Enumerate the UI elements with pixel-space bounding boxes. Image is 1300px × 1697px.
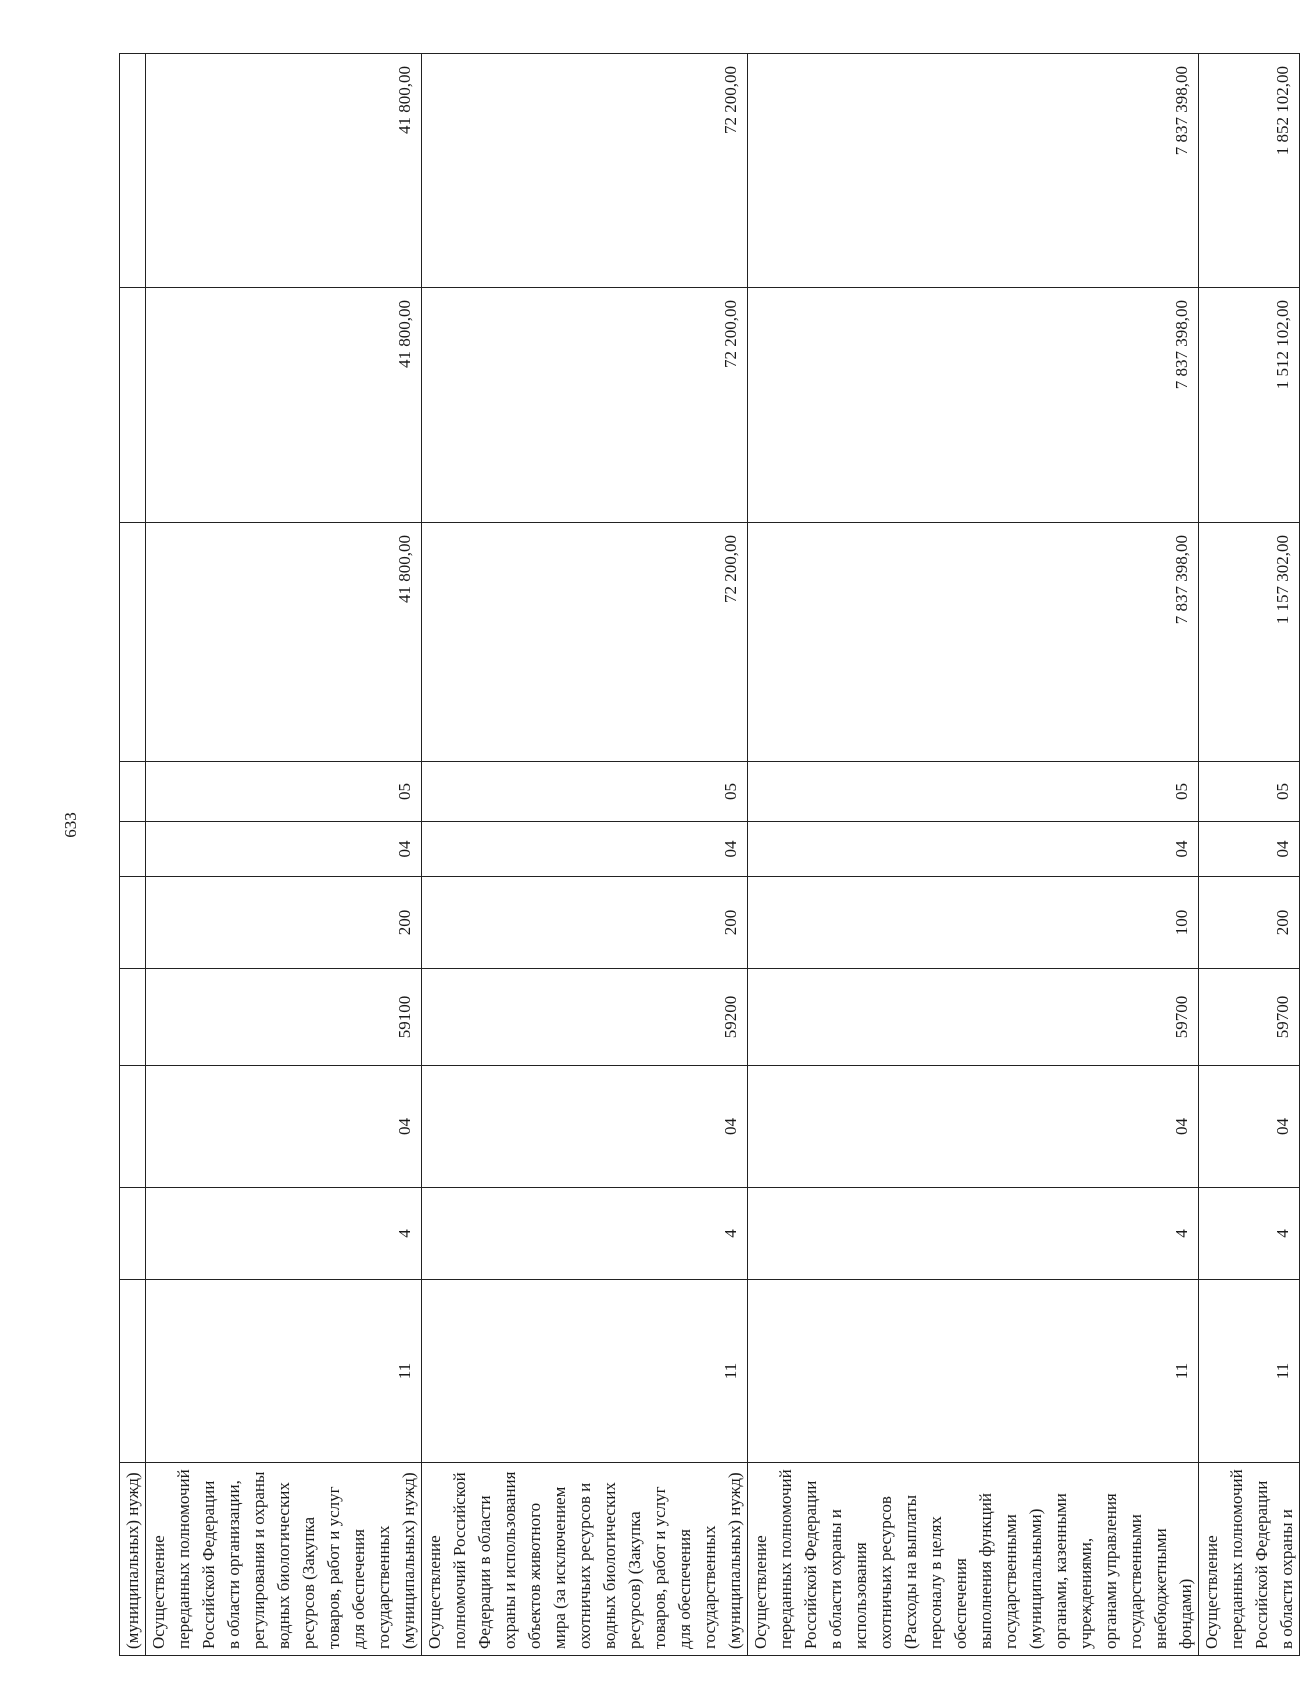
- code-cell: 4: [748, 1188, 1199, 1280]
- table-row: [748, 54, 1199, 1656]
- table-row: [1199, 54, 1300, 1656]
- code-cell: 59700: [1199, 969, 1300, 1066]
- budget-table: [119, 53, 1300, 1656]
- code-cell: 05: [422, 762, 748, 822]
- page-number: 633: [60, 812, 80, 838]
- row-name-cell: Осуществление переданных полномочий Российской Федерации в области охраны и: [1199, 1463, 1300, 1656]
- code-cell: 11: [1199, 1280, 1300, 1463]
- code-cell: 59700: [748, 969, 1199, 1066]
- code-cell: 04: [422, 1066, 748, 1188]
- amount-cell: 72 200,00: [422, 54, 748, 288]
- row-name-cell: Осуществление переданных полномочий Российской Федерации в области охраны и использования охотничьих ресурсов (Расходы на выплаты персоналу в целях обеспечения выполнения функций государственными (муниципальными) органами, казенными учреждениями, органами управления государственными внебюджетными фондами): [748, 1463, 1199, 1656]
- amount-cell: 7 837 398,00: [748, 523, 1199, 762]
- table-row: [422, 54, 748, 1656]
- row-name-cell: (муниципальных) нужд): [120, 1463, 146, 1656]
- code-cell: 04: [748, 822, 1199, 877]
- amount-cell: 1 852 102,00: [1199, 54, 1300, 288]
- row-name-cell: Осуществление полномочий Российской Федерации в области охраны и использования объектов животного мира (за исключением охотничьих ресурсов и водных биологических ресурсов) (Закупка товаров, работ и услуг для обеспечения государственных (муниципальных) нужд): [422, 1463, 748, 1656]
- code-cell: 04: [1199, 822, 1300, 877]
- code-cell: 05: [1199, 762, 1300, 822]
- code-cell: 59200: [422, 969, 748, 1066]
- amount-cell: 7 837 398,00: [748, 288, 1199, 523]
- code-cell: 04: [146, 1066, 422, 1188]
- amount-cell: 1 512 102,00: [1199, 288, 1300, 523]
- budget-table-frame: [119, 54, 1296, 1656]
- amount-cell: 72 200,00: [422, 523, 748, 762]
- amount-cell: 41 800,00: [146, 54, 422, 288]
- code-cell: 04: [422, 822, 748, 877]
- code-cell: 200: [1199, 877, 1300, 969]
- code-cell: 11: [422, 1280, 748, 1463]
- code-cell: 11: [748, 1280, 1199, 1463]
- code-cell: 04: [146, 822, 422, 877]
- code-cell: 100: [748, 877, 1199, 969]
- amount-cell: 41 800,00: [146, 288, 422, 523]
- code-cell: 05: [146, 762, 422, 822]
- amount-cell: 1 157 302,00: [1199, 523, 1300, 762]
- code-cell: 200: [422, 877, 748, 969]
- code-cell: 04: [1199, 1066, 1300, 1188]
- row-name-cell: Осуществление переданных полномочий Российской Федерации в области организации, регулирования и охраны водных биологических ресурсов (Закупка товаров, работ и услуг для обеспечения государственных (муниципальных) нужд): [146, 1463, 422, 1656]
- table-row: [120, 54, 146, 1656]
- code-cell: 04: [748, 1066, 1199, 1188]
- amount-cell: 72 200,00: [422, 288, 748, 523]
- code-cell: 4: [1199, 1188, 1300, 1280]
- code-cell: 11: [146, 1280, 422, 1463]
- code-cell: 59100: [146, 969, 422, 1066]
- amount-cell: 7 837 398,00: [748, 54, 1199, 288]
- code-cell: 200: [146, 877, 422, 969]
- table-row: [146, 54, 422, 1656]
- code-cell: 05: [748, 762, 1199, 822]
- code-cell: 4: [146, 1188, 422, 1280]
- code-cell: 4: [422, 1188, 748, 1280]
- amount-cell: 41 800,00: [146, 523, 422, 762]
